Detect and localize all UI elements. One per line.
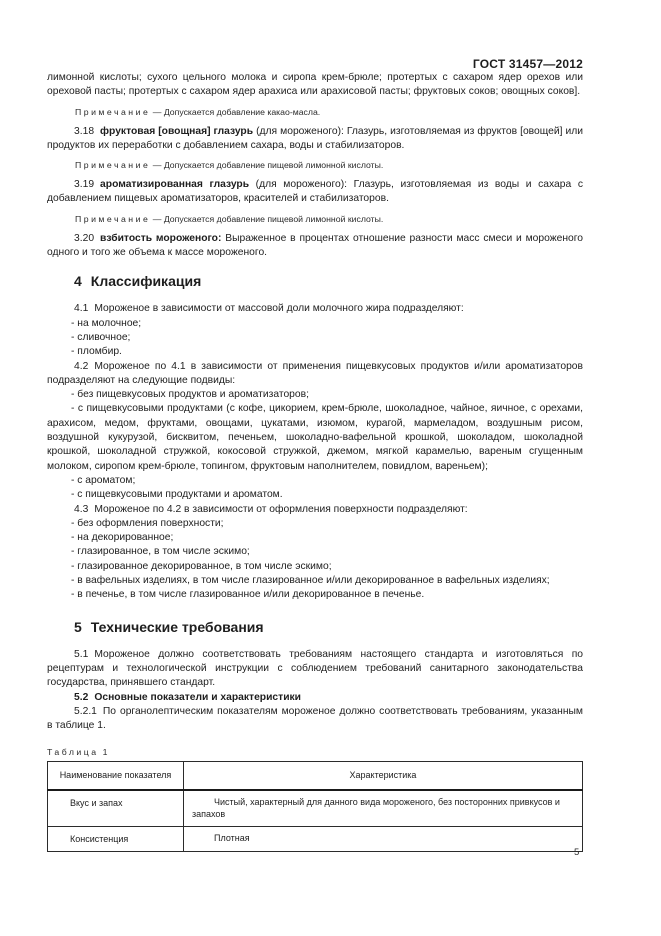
characteristic-cell: Плотная — [184, 827, 583, 852]
table-caption — [47, 747, 583, 757]
note-label: Примечание — [75, 106, 151, 117]
note-cocoa-butter — [75, 107, 583, 118]
list-item: - глазированное, в том числе эскимо; — [71, 546, 250, 558]
clause-5-1 — [47, 648, 583, 691]
clause-number: 5.1 — [74, 648, 89, 660]
indicator-cell: Вкус и запах — [48, 790, 184, 827]
table-row — [48, 790, 583, 827]
note-citric-acid-2 — [75, 214, 583, 225]
term-3-20 — [47, 232, 583, 261]
section-number: 5 — [74, 618, 82, 635]
list-item: - в вафельных изделиях, в том числе глазированное и/или декорированное в вафельных изделиях; — [71, 575, 550, 587]
page-number: 5 — [574, 847, 580, 858]
table-1 — [47, 761, 583, 852]
term-3-18 — [47, 125, 583, 154]
clause-text: Мороженое по 4.2 в зависимости от оформления поверхности подразделяют: — [94, 503, 468, 515]
clause-4-2 — [47, 360, 583, 389]
page-content — [47, 57, 583, 852]
table-caption-number: 1 — [102, 747, 108, 758]
clause-text: Мороженое по 4.1 в зависимости от применения пищевкусовых продуктов и/или ароматизаторов подразделяют на следующие подвиды: — [47, 360, 583, 386]
clause-5-2-heading — [47, 691, 583, 705]
list-item: - на декорированное; — [71, 532, 174, 544]
note-label: Примечание — [75, 213, 151, 224]
clause-number: 3.18 — [74, 125, 95, 137]
term-name: фруктовая [овощная] глазурь — [100, 125, 254, 137]
doc-id-header: ГОСТ 31457—2012 — [472, 57, 583, 71]
clause-text: Мороженое должно соответствовать требованиям настоящего стандарта и изготовляться по рецептурам и технологической инструкции с соблюдением требований санитарного законодательства государства, принявшего стандарт. — [47, 648, 583, 689]
clause-text: По органолептическим показателям мороженое должно соответствовать требованиям, указанным в таблице 1. — [47, 705, 583, 732]
list-item: - сливочное; — [71, 331, 131, 343]
clause-4-1 — [47, 302, 583, 316]
section-4-heading — [47, 273, 583, 290]
term-definition: (для мороженого): Глазурь, изготовляемая из фруктов [овощей] или продуктов их переработки с добавлением сахара, воды и стабилизаторов. — [47, 125, 583, 151]
indicator-cell: Консистенция — [48, 827, 184, 852]
intro-paragraph: лимонной кислоты; сухого цельного молока и сиропа крем-брюле; протертых с сахаром ядер орехов или ореховой пасты; протертых с сахаром ядер арахиса или арахисовой пасты; фруктовых соков; овощных соков]. — [47, 72, 583, 98]
term-definition: (для мороженого): Глазурь, изготовляемая из воды и сахара с добавлением пищевых ароматизаторов, красителей и стабилизаторов. — [47, 179, 583, 205]
list-item: - на молочное; — [71, 317, 142, 329]
note-text: — Допускается добавление какао-масла. — [152, 106, 321, 117]
section-5-heading — [47, 619, 583, 636]
note-text: — Допускается добавление пищевой лимонной кислоты. — [152, 160, 384, 171]
term-definition: Выраженное в процентах отношение разности масс смеси и мороженого одного и того же объема к массе мороженого. — [47, 232, 583, 259]
characteristic-cell: Чистый, характерный для данного вида мороженого, без посторонних привкусов и запахов — [184, 790, 583, 827]
clause-4-3 — [47, 503, 583, 517]
clause-number: 5.2.1 — [74, 705, 97, 717]
table-header-row — [48, 762, 583, 791]
term-name: ароматизированная глазурь — [100, 179, 250, 191]
note-label: Примечание — [75, 160, 151, 171]
list-item: - с ароматом; — [71, 474, 136, 486]
clause-number: 4.1 — [74, 303, 89, 315]
list-item: - глазированное декорированное, в том числе эскимо; — [71, 560, 332, 572]
section-number: 4 — [74, 273, 82, 290]
term-3-19 — [47, 178, 583, 207]
table-header-characteristic: Характеристика — [184, 762, 583, 791]
clause-number: 5.2 — [74, 691, 89, 703]
clause-text: Мороженое в зависимости от массовой доли молочного жира подразделяют: — [94, 303, 464, 315]
section-title: Технические требования — [90, 618, 264, 635]
list-item: - без пищевкусовых продуктов и ароматизаторов; — [71, 389, 309, 401]
table-caption-label: Таблица — [47, 747, 99, 758]
table-header-indicator: Наименование показателя — [48, 762, 184, 791]
note-text: — Допускается добавление пищевой лимонной кислоты. — [152, 213, 384, 224]
clause-text: Основные показатели и характеристики — [94, 691, 302, 703]
table-row — [48, 827, 583, 852]
note-citric-acid-1 — [75, 160, 583, 171]
clause-5-2-1 — [47, 705, 583, 734]
clause-number: 4.2 — [74, 360, 89, 372]
list-item: - пломбир. — [71, 346, 122, 358]
list-item: - с пищевкусовыми продуктами и ароматом. — [71, 489, 283, 501]
list-item: - с пищевкусовыми продуктами (с кофе, цикорием, крем-брюле, шоколадное, чайное, яичное, с орехами, арахисом, медом, фруктами, овощами, цукатами, изюмом, курагой, мармеладом, воздушным рисом, воздушной кукурузой, бисквитом, печеньем, шоколадно-вафельной крошкой, шоколадом, шоколадной крошкой, шоколадной стружкой, кокосовой стружкой, джемом, мягкой карамелью, вареным сгущенным молоком, сиропом крем-брюле, топингом, фруктовым наполнителем, повидлом, вареньем); — [47, 403, 583, 472]
list-item: - без оформления поверхности; — [71, 517, 224, 529]
term-name: взбитость мороженого: — [100, 232, 222, 244]
list-item: - в печенье, в том числе глазированное и/или декорированное в печенье. — [71, 589, 425, 601]
clause-number: 3.19 — [74, 179, 95, 191]
section-title: Классификация — [90, 273, 202, 290]
clause-number: 4.3 — [74, 503, 89, 515]
clause-number: 3.20 — [74, 232, 95, 244]
